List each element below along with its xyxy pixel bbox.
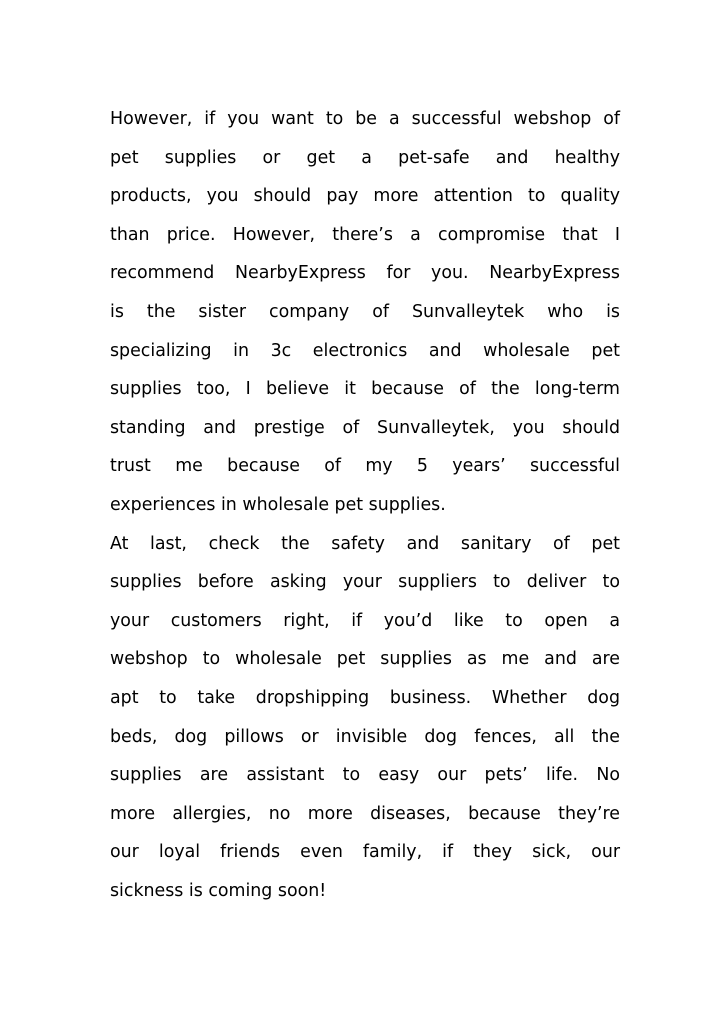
text-line: webshop to wholesale pet supplies as me and are xyxy=(110,649,620,670)
text-line: apt to take dropshipping business. Whether dog xyxy=(110,687,620,708)
text-line: our loyal friends even family, if they sick, our xyxy=(110,842,620,863)
text-line: recommend NearbyExpress for you. NearbyExpress xyxy=(110,263,620,284)
text-line: supplies too, I believe it because of the long-term xyxy=(110,379,620,400)
text-line: supplies before asking your suppliers to deliver to xyxy=(110,572,620,593)
text-line: is the sister company of Sunvalleytek who is xyxy=(110,301,620,322)
text-line: than price. However, there’s a compromise that I xyxy=(110,224,620,245)
text-line: However, if you want to be a successful webshop of xyxy=(110,109,620,129)
text-line: experiences in wholesale pet supplies. xyxy=(110,494,446,515)
text-line: your customers right, if you’d like to open a xyxy=(110,610,620,631)
text-line: pet supplies or get a pet-safe and healthy xyxy=(110,147,620,168)
text-line: supplies are assistant to easy our pets’ life. No xyxy=(110,765,620,786)
text-line: specializing in 3c electronics and wholesale pet xyxy=(110,340,620,361)
text-line: beds, dog pillows or invisible dog fences, all the xyxy=(110,726,620,747)
text-line: trust me because of my 5 years’ successful xyxy=(110,456,620,477)
text-line: At last, check the safety and sanitary of pet xyxy=(110,533,620,554)
text-line: more allergies, no more diseases, because they’re xyxy=(110,803,620,824)
text-line: products, you should pay more attention to quality xyxy=(110,186,620,207)
text-line: standing and prestige of Sunvalleytek, you should xyxy=(110,417,620,438)
text-line: sickness is coming soon! xyxy=(110,880,327,901)
body-text xyxy=(110,100,620,910)
